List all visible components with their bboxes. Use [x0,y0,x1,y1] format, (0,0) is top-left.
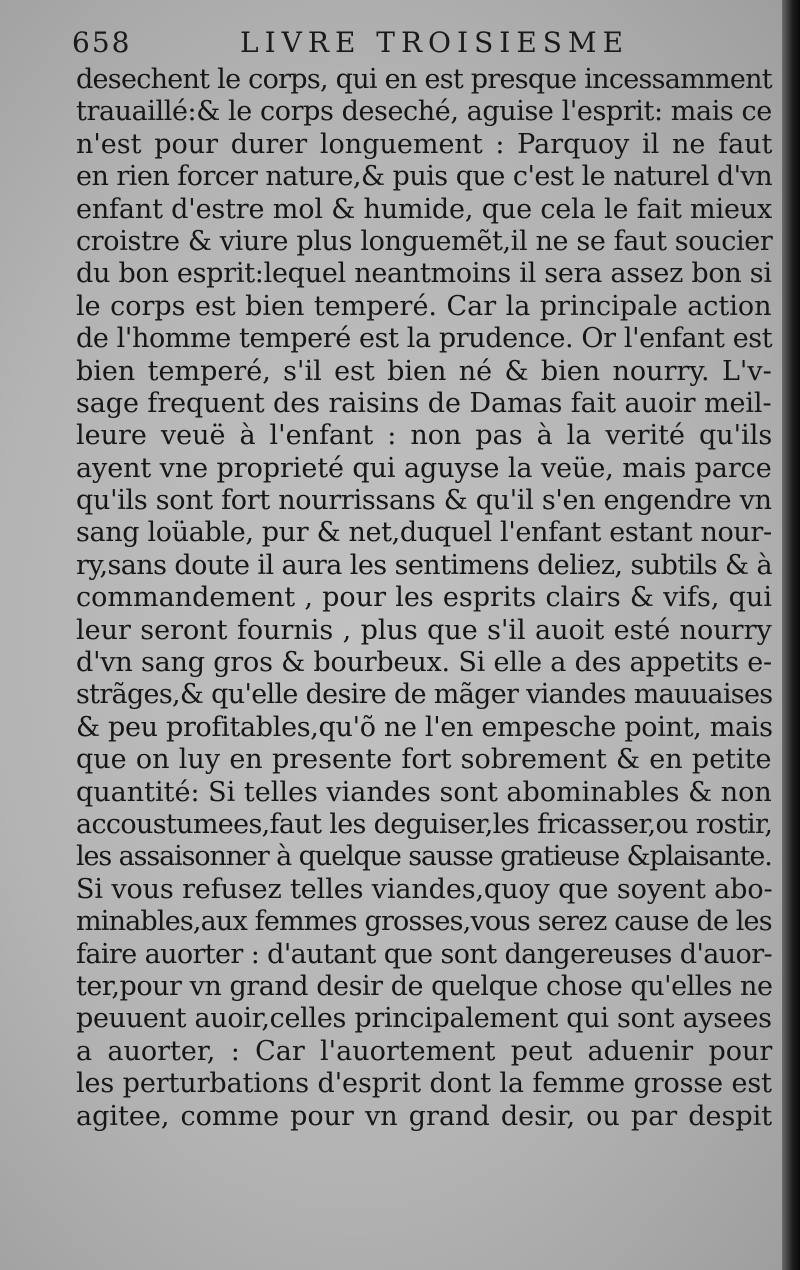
text-line: peuuent auoir,celles principalement qui sont aysees [76,1003,772,1035]
text-line: sage frequent des raisins de Damas fait auoir meil- [76,387,772,419]
text-line: les assaisonner à quelque sausse gratieuse &plaisante. [76,841,772,873]
text-line: a auorter, : Car l'auortement peut aduenir pour [76,1035,773,1067]
text-line: en rien forcer nature,& puis que c'est le naturel d'vn [76,161,773,193]
text-line: de l'homme temperé est la prudence. Or l'enfant est [76,323,773,355]
text-line: leur seront fournis , plus que s'il auoit esté nourry [76,614,772,646]
text-line: & peu profitables,qu'õ ne l'en empesche point, mais [76,711,773,743]
running-title: LIVRE TROISIESME [240,26,630,59]
text-line: les perturbations d'esprit dont la femme grosse est [76,1068,772,1100]
page-header [72,26,722,66]
book-spine-edge [782,0,800,1270]
text-line: bien temperé, s'il est bien né & bien nourry. L'v- [76,355,772,387]
text-line: croistre & viure plus longuemẽt,il ne se faut soucier [76,225,773,257]
text-line: trauaillé:& le corps deseché, aguise l'esprit: mais ce [76,96,772,128]
text-line: desechent le corps, qui en est presque incessamment [76,64,772,95]
text-line: strãges,& qu'elle desire de mãger viandes mauuaises [76,679,773,711]
text-line: enfant d'estre mol & humide, que cela le fait mieux [76,193,773,225]
text-line: minables,aux femmes grosses,vous serez cause de les [76,906,772,938]
text-line: quantité: Si telles viandes sont abominables & non [76,776,772,808]
page-number: 658 [72,26,132,59]
text-line: Si vous refusez telles viandes,quoy que soyent abo- [76,873,773,905]
text-line: agitee, comme pour vn grand desir, ou par despit [76,1100,773,1132]
text-line: n'est pour durer longuement : Parquoy il ne faut [76,128,773,160]
text-line: ayent vne proprieté qui aguyse la veüe, mais parce [76,452,772,484]
text-line: d'vn sang gros & bourbeux. Si elle a des appetits e- [76,647,772,679]
text-line: ry,sans doute il aura les sentimens deliez, subtils & à [76,549,773,581]
body-text [76,64,776,1133]
text-line: ter,pour vn grand desir de quelque chose qu'elles ne [76,970,773,1002]
text-line: leure veuë à l'enfant : non pas à la verité qu'ils [76,420,773,452]
text-line: commandement , pour les esprits clairs & vifs, qui [76,582,772,614]
text-line: qu'ils sont fort nourrissans & qu'il s'en engendre vn [76,485,772,517]
text-line: faire auorter : d'autant que sont dangereuses d'auor- [76,938,773,970]
text-line: accoustumees,faut les deguiser,les fricasser,ou rostir, [76,808,773,840]
text-line: sang loüable, pur & net,duquel l'enfant estant nour- [76,517,772,549]
text-line: que on luy en presente fort sobrement & en petite [76,744,772,776]
text-line: le corps est bien temperé. Car la principale action [76,290,772,322]
text-line: du bon esprit:lequel neantmoins il sera assez bon si [76,258,772,290]
